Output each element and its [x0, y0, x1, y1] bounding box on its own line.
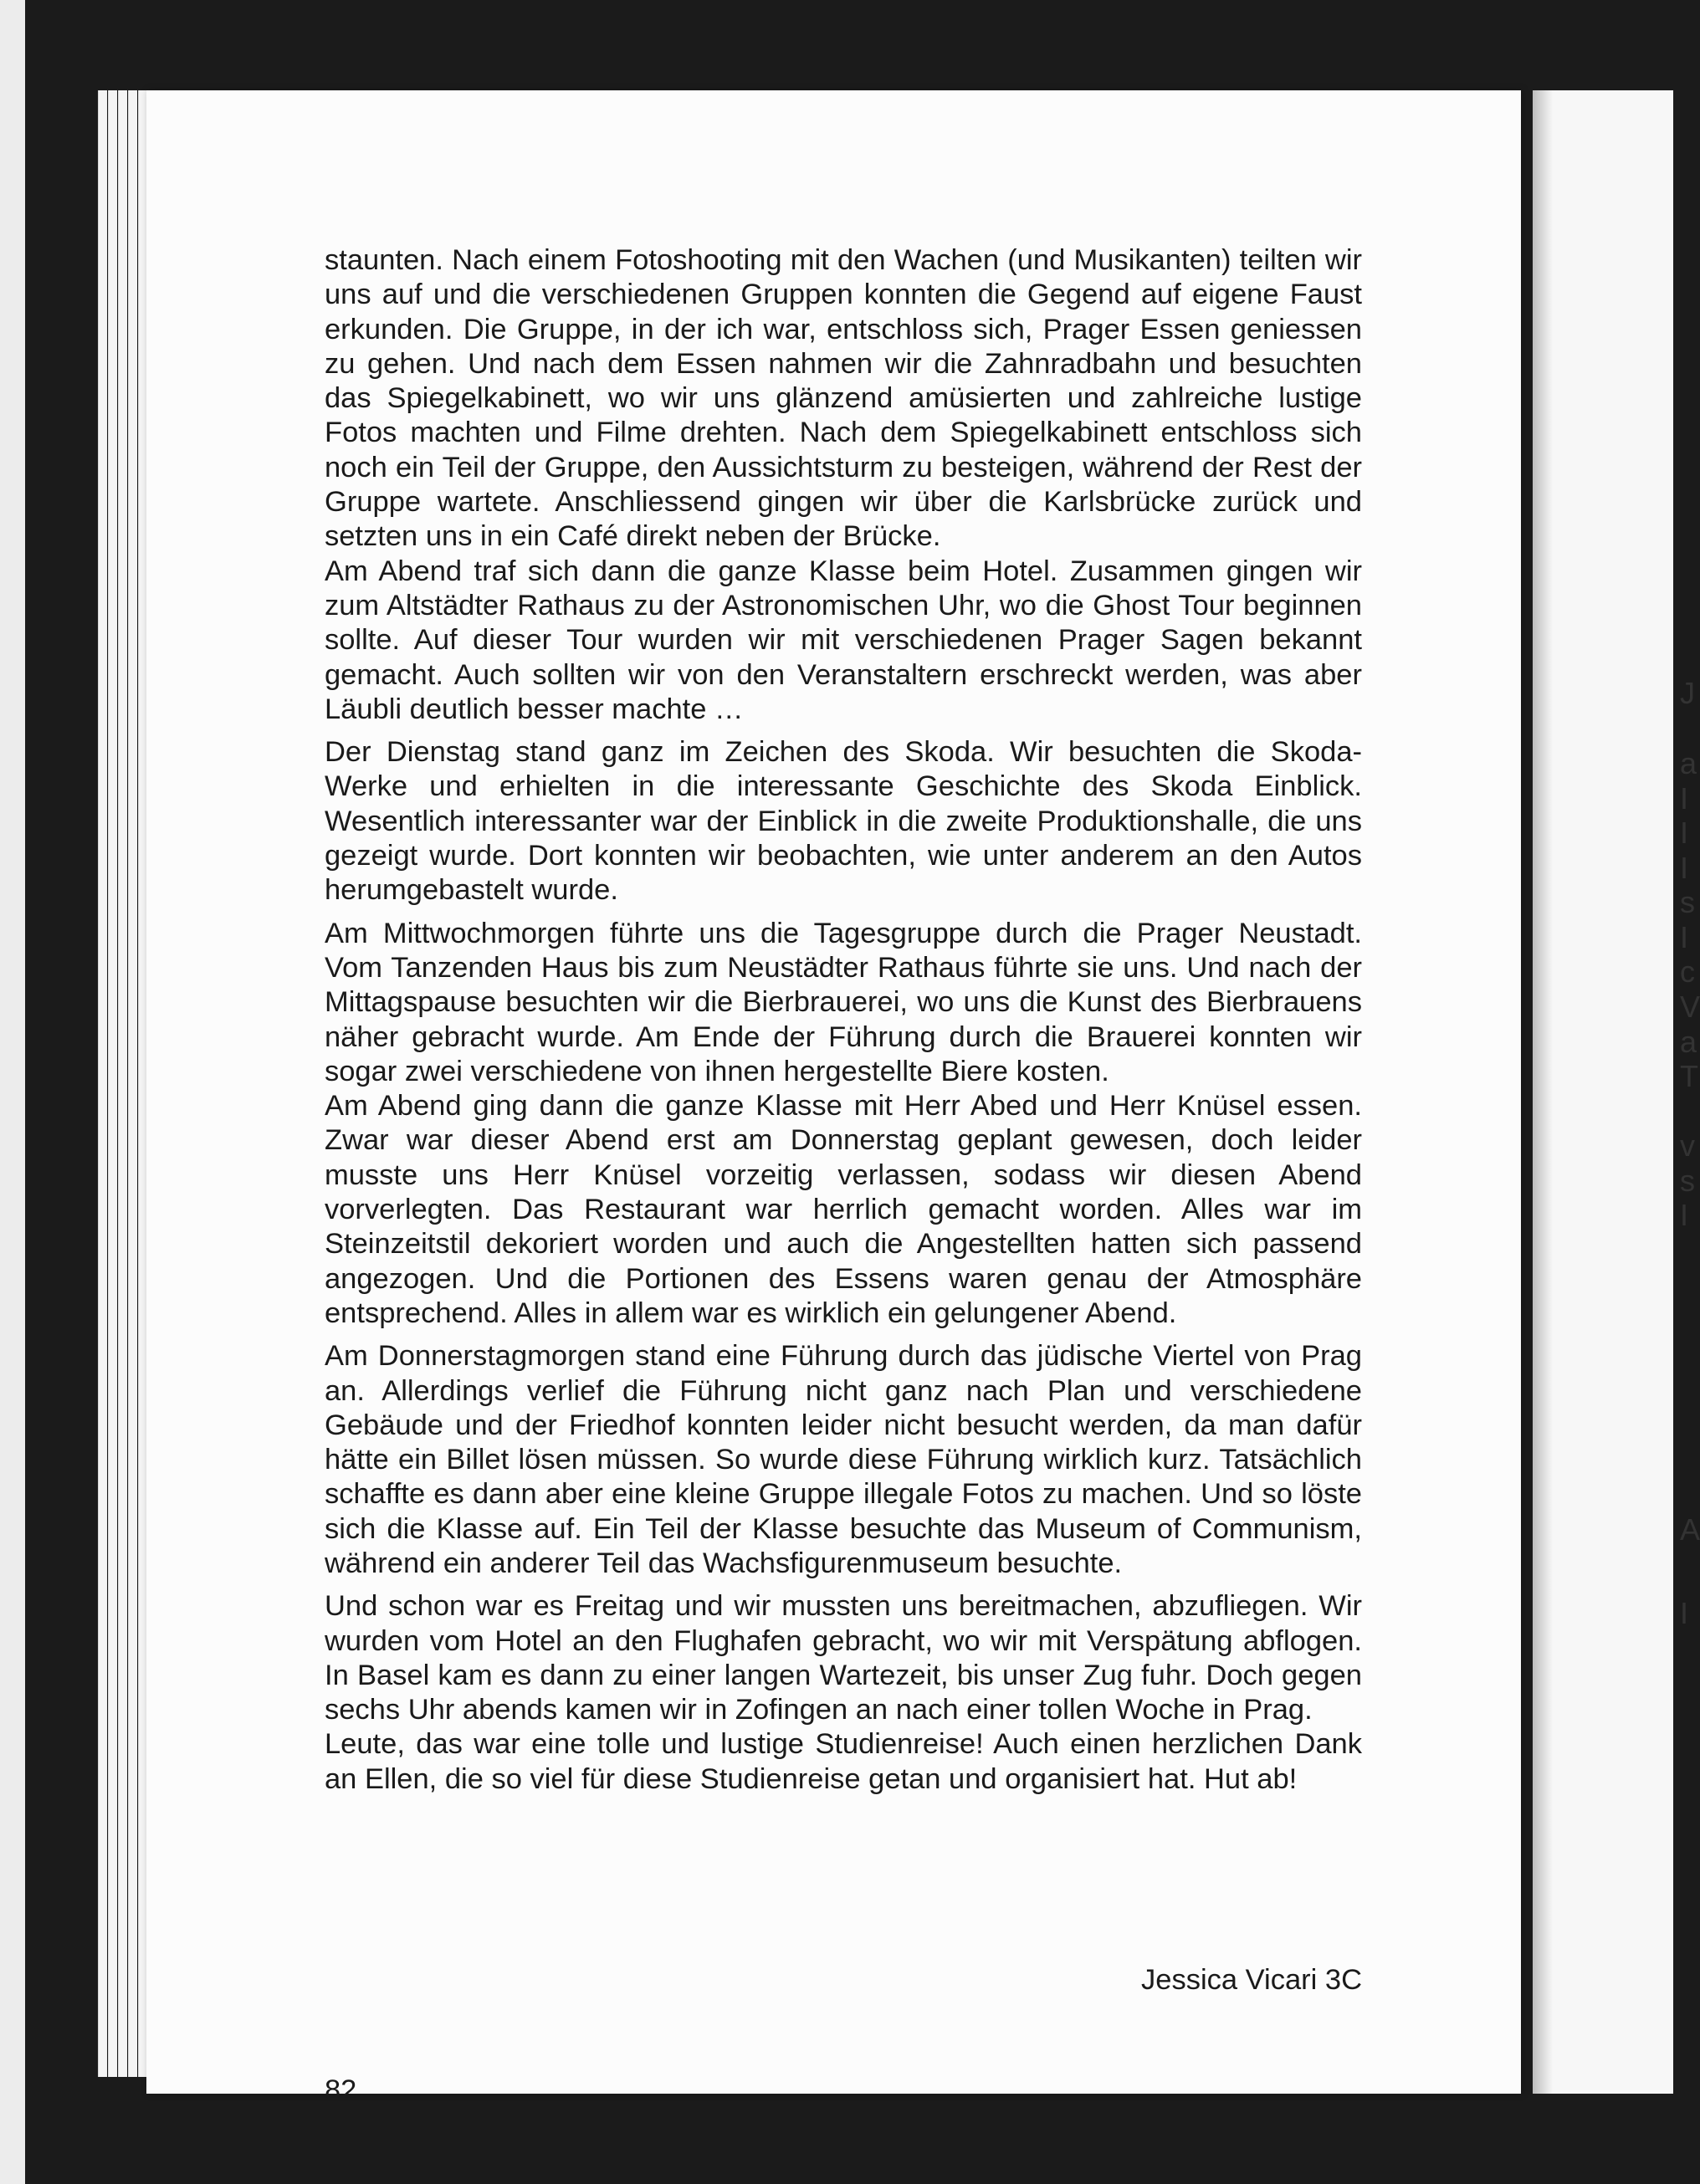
facing-page-glyph: T [1680, 1059, 1698, 1093]
facing-page-glyph: v [1680, 1128, 1695, 1163]
facing-page-glyph: I [1680, 816, 1689, 850]
article-body [325, 243, 1362, 1797]
paragraph: Am Abend traf sich dann die ganze Klasse beim Hotel. Zusammen gingen wir zum Altstädter Rathaus zu der Astronomischen Uhr, wo die Ghost Tour beginnen sollte. Auf dieser Tour wurden wir mit verschiedenen Prager Sagen bekannt gemacht. Auch sollten wir von den Veranstaltern erschreckt werden, was aber Läubli deutlich besser machte … [325, 555, 1362, 725]
paragraph: Am Abend ging dann die ganze Klasse mit Herr Abed und Herr Knüsel essen. Zwar war dieser Abend erst am Donnerstag geplant gewesen, doch leider musste uns Herr Knüsel vorzeitig verlassen, sodass wir diesen Abend vorverlegten. Das Restaurant war herrlich gemacht worden. Alles war im Steinzeitstil dekoriert worden und auch die Angestellten hatten sich passend angezogen. Und die Portionen des Essens waren genau der Atmosphäre entsprechend. Alles in allem war es wirklich ein gelungener Abend. [325, 1090, 1362, 1329]
facing-page-glyph: J [1680, 676, 1695, 710]
facing-page-glyph: a [1680, 1025, 1697, 1059]
facing-page-glyph: c [1680, 954, 1695, 989]
paragraph: Leute, das war eine tolle und lustige Studienreise! Auch einen herzlichen Dank an Ellen, die so viel für diese Studienreise getan und organisiert hat. Hut ab! [325, 1728, 1362, 1795]
facing-page-glyph: I [1680, 1596, 1689, 1630]
facing-page-glyph: a [1680, 746, 1697, 780]
paragraph: staunten. Nach einem Fotoshooting mit den Wachen (und Musikanten) teilten wir uns auf und die verschiedenen Gruppen konnten die Gegend auf eigene Faust erkunden. Die Gruppe, in der ich war, entschloss sich, Prager Essen geniessen zu gehen. Und nach dem Essen nahmen wir die Zahnradbahn und besuchten das Spiegelkabinett, wo wir uns glänzend amüsierten und zahlreiche lustige Fotos machten und Filme drehten. Nach dem Spiegelkabinett entschloss sich noch ein Teil der Gruppe, den Aussichtsturm zu besteigen, während der Rest der Gruppe wartete. Anschliessend gingen wir über die Karlsbrücke zurück und setzten uns in ein Café direkt neben der Brücke. [325, 244, 1362, 553]
gutter-shadow [1533, 90, 1553, 2094]
facing-page-glyph: I [1680, 920, 1689, 954]
author-signature: Jessica Vicari 3C [1141, 1964, 1362, 1996]
facing-page-glyph: V [1680, 990, 1700, 1024]
facing-page-glyph: I [1680, 1198, 1689, 1232]
page-number: 82 [325, 2074, 357, 2106]
facing-page-glyph: s [1680, 885, 1695, 919]
facing-page-glyph: I [1680, 781, 1689, 816]
book-page [146, 90, 1521, 2106]
facing-page-glyph: s [1680, 1164, 1695, 1198]
facing-page-glyph: I [1680, 851, 1689, 885]
paragraph: Und schon war es Freitag und wir mussten uns bereitmachen, abzufliegen. Wir wurden vom Hotel an den Flughafen gebracht, wo wir mit Verspätung abflogen. In Basel kam es dann zu einer langen Wartezeit, bis unser Zug fuhr. Doch gegen sechs Uhr abends kamen wir in Zofingen an nach einer tollen Woche in Prag. [325, 1590, 1362, 1726]
paragraph: Der Dienstag stand ganz im Zeichen des Skoda. Wir besuchten die Skoda-Werke und erhielten in die interessante Geschichte des Skoda Einblick. Wesentlich interessanter war der Einblick in die zweite Produktionshalle, die uns gezeigt wurde. Dort konnten wir beobachten, wie unter anderem an den Autos herumgebastelt wurde. [325, 736, 1362, 907]
scanner-edge [0, 0, 25, 2184]
page-stack-edges [98, 90, 148, 2077]
paragraph: Am Mittwochmorgen führte uns die Tagesgruppe durch die Prager Neustadt. Vom Tanzenden Haus bis zum Neustädter Rathaus führte sie uns. Und nach der Mittagspause besuchten wir die Bierbrauerei, wo uns die Kunst des Bierbrauens näher gebracht wurde. Am Ende der Führung durch die Brauerei konnten wir sogar zwei verschiedene von ihnen hergestellte Biere kosten. [325, 917, 1362, 1087]
facing-page-glyph: A [1680, 1512, 1700, 1547]
paragraph: Am Donnerstagmorgen stand eine Führung durch das jüdische Viertel von Prag an. Allerdings verlief die Führung nicht ganz nach Plan und verschiedene Gebäude und der Friedhof konnten leider nicht besucht werden, da man dafür hätte ein Billet lösen müssen. So wurde diese Führung wirklich kurz. Tatsächlich schaffte es dann aber eine kleine Gruppe illegale Fotos zu machen. Und so löste sich die Klasse auf. Ein Teil der Klasse besuchte das Museum of Communism, während ein anderer Teil das Wachsfigurenmuseum besuchte. [325, 1340, 1362, 1579]
facing-page [1533, 90, 1700, 2094]
